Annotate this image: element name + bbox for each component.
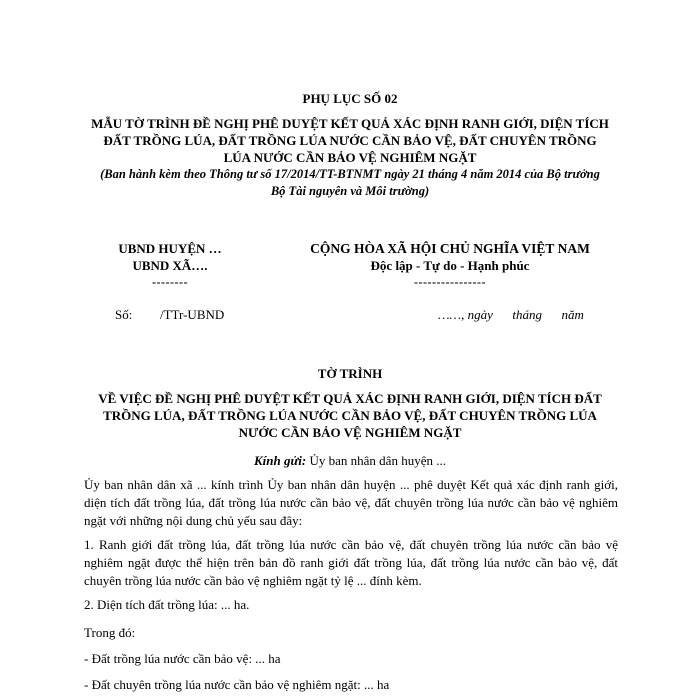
motto-separator: ---------------- [414,275,486,289]
appendix-heading-line: LÚA NƯỚC CẦN BẢO VỆ NGHIÊM NGẶT [223,150,477,165]
recipient-text: Ủy ban nhân dân huyện ... [306,453,446,468]
issued-line: Bộ Tài nguyên và Môi trường) [270,184,430,198]
issuer-commune: UBND XÃ…. [132,258,208,273]
doc-number-value: /TTr-UBND [160,307,225,322]
body-among: Trong đó: [84,625,136,640]
doc-number-label: Số: [115,307,133,322]
issuer-district: UBND HUYỆN … [118,241,222,256]
doc-title: TỜ TRÌNH [317,366,383,381]
country-name: CỘNG HÒA XÃ HỘI CHỦ NGHĨA VIỆT NAM [310,241,590,256]
recipient-line [0,452,700,469]
body-item-2: 2. Diện tích đất trồng lúa: ... ha. [84,597,250,612]
body-sub-1: - Đất trồng lúa nước cần bảo vệ: ... ha [84,651,281,666]
issued-line: (Ban hành kèm theo Thông tư số 17/2014/TT-BTNMT ngày 21 tháng 4 năm 2014 của Bộ trưởng [100,167,600,181]
motto: Độc lập - Tự do - Hạnh phúc [370,258,530,273]
doc-date: ……, ngày tháng năm [438,307,584,322]
issuer-block [90,240,250,291]
body-item-1: 1. Ranh giới đất trồng lúa, đất trồng lúa nước cần bảo vệ, đất chuyên trồng lúa nước cần bảo vệ nghiêm ngặt được thể hiện trên bản đồ ranh giới đất trồng lúa, đất trồng lúa nước cần bảo vệ, đất chuyên trồng lúa nước cần bảo vệ nghiêm ngặt tỷ lệ ... đính kèm. [84,537,618,588]
appendix-heading-line: MẪU TỜ TRÌNH ĐỀ NGHỊ PHÊ DUYỆT KẾT QUẢ XÁC ĐỊNH RANH GIỚI, DIỆN TÍCH [91,116,609,131]
subject-line: VỀ VIỆC ĐỀ NGHỊ PHÊ DUYỆT KẾT QUẢ XÁC ĐỊNH RANH GIỚI, DIỆN TÍCH ĐẤT [98,391,602,406]
appendix-issued-note [40,166,660,200]
appendix-heading [60,115,640,166]
body-intro: Ủy ban nhân dân xã ... kính trình Ủy ban nhân dân huyện ... phê duyệt Kết quả xác định ranh giới, diện tích đất trồng lúa, đất trồng lúa nước cần bảo vệ, đất chuyên trồng lúa nước cần bảo vệ nghiêm ngặt với những nội dung chủ yếu sau đây: [84,477,618,528]
body-sub-2: - Đất chuyên trồng lúa nước cần bảo vệ nghiêm ngặt: ... ha [84,677,390,692]
doc-subject [60,390,640,441]
subject-line: TRỒNG LÚA, ĐẤT TRỒNG LÚA NƯỚC CẦN BẢO VỆ, ĐẤT CHUYÊN TRỒNG LÚA [103,408,597,423]
appendix-heading-line: ĐẤT TRỒNG LÚA, ĐẤT TRỒNG LÚA NƯỚC CẦN BẢO VỆ, ĐẤT CHUYÊN TRỒNG [103,133,597,148]
national-motto-block [270,240,630,291]
recipient-label: Kính gửi: [254,453,307,468]
appendix-title: PHỤ LỤC SỐ 02 [302,91,398,106]
issuer-separator: -------- [152,275,188,289]
subject-line: NƯỚC CẦN BẢO VỆ NGHIÊM NGẶT [238,425,462,440]
